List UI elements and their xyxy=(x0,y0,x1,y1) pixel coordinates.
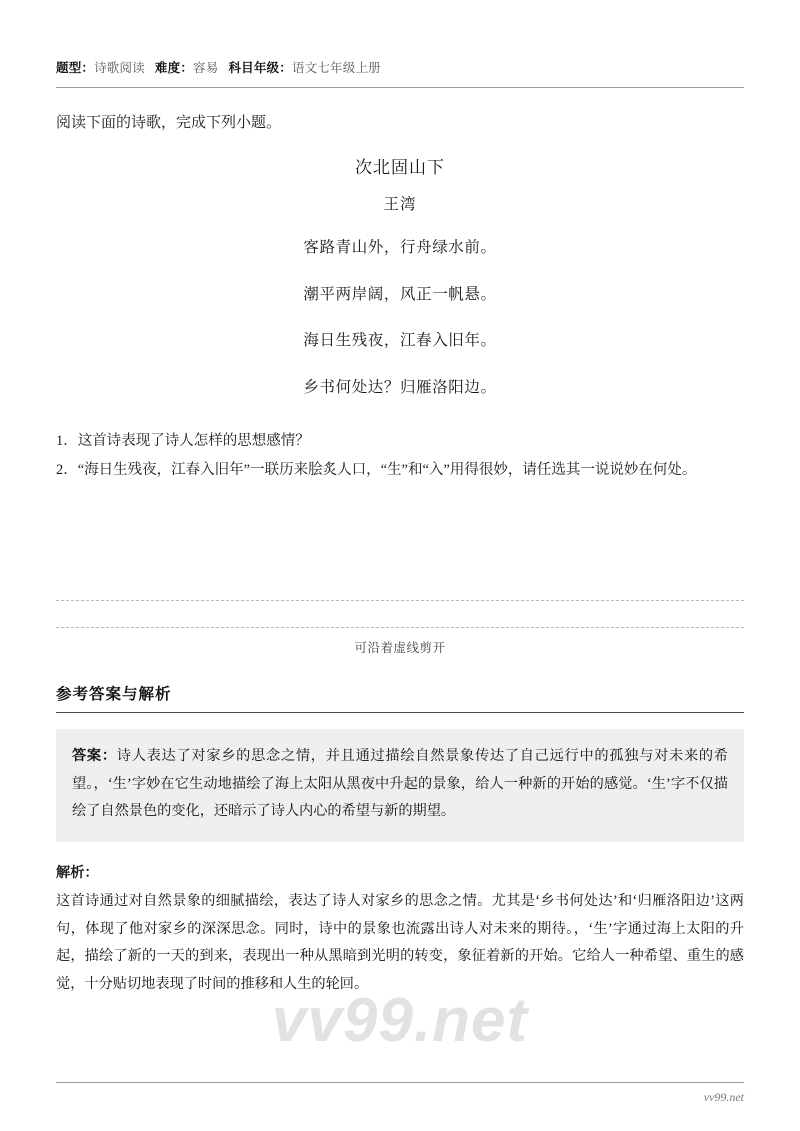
answer-label: 答案： xyxy=(72,748,117,764)
analysis-label: 解析： xyxy=(56,865,99,882)
watermark: vv99.net xyxy=(271,986,529,1055)
meta-type-label: 题型： xyxy=(56,61,95,75)
poem-block xyxy=(56,151,744,411)
footer-divider xyxy=(56,1082,744,1083)
answer-box xyxy=(56,729,744,842)
question-list xyxy=(56,427,744,484)
answer-text: 诗人表达了对家乡的思念之情，并且通过描绘自然景象传达了自己远行中的孤独与对未来的希望。，‘生’字妙在它生动地描绘了海上太阳从黑夜中升起的景象，给人一种新的开始的感觉。‘生’字不仅描绘了自然景色的变化，还暗示了诗人内心的希望与新的期望。 xyxy=(72,748,728,820)
question-item: 2．“海日生残夜，江春入旧年”一联历来脍炙人口，“生”和“入”用得很妙，请任选其一说说妙在何处。 xyxy=(56,461,697,478)
reading-instruction: 阅读下面的诗歌，完成下列小题。 xyxy=(56,115,282,131)
poem-line: 潮平两岸阔，风正一帆悬。 xyxy=(303,285,497,303)
poem-author: 王湾 xyxy=(383,196,417,213)
meta-grade-value: 语文七年级上册 xyxy=(291,61,381,75)
dashed-line-bottom xyxy=(56,627,744,628)
answer-section-title: 参考答案与解析 xyxy=(56,686,172,703)
dashed-line-top xyxy=(56,600,744,601)
meta-type-value: 诗歌阅读 xyxy=(94,61,145,75)
meta-difficulty-value: 容易 xyxy=(193,61,219,75)
poem-title: 次北固山下 xyxy=(355,158,445,177)
header-divider xyxy=(56,87,744,88)
answer-section xyxy=(56,682,744,999)
cut-line-label: 可沿着虚线剪开 xyxy=(354,641,446,655)
meta-grade-label: 科目年级： xyxy=(228,61,292,75)
poem-line: 乡书何处达？归雁洛阳边。 xyxy=(303,378,497,396)
document-meta xyxy=(56,0,744,76)
poem-line: 海日生残夜，江春入旧年。 xyxy=(303,332,497,350)
question-item: 1．这首诗表现了诗人怎样的思想感情？ xyxy=(56,433,310,450)
analysis-text: 这首诗通过对自然景象的细腻描绘，表达了诗人对家乡的思念之情。尤其是‘乡书何处达’和‘归雁洛阳边’这两句，体现了他对家乡的深深思念。同时，诗中的景象也流露出诗人对未来的期待。，‘生’字通过海上太阳的升起，描绘了新的一天的到来，表现出一种从黑暗到光明的转变，象征着新的开始。它给人一种希望、重生的感觉，十分贴切地表现了时间的推移和人生的轮回。 xyxy=(56,893,744,993)
poem-line: 客路青山外，行舟绿水前。 xyxy=(303,239,497,257)
cut-line-area xyxy=(56,600,744,656)
meta-difficulty-label: 难度： xyxy=(154,61,194,75)
footer-site-label: vv99.net xyxy=(703,1090,744,1104)
answer-section-divider xyxy=(56,712,744,713)
